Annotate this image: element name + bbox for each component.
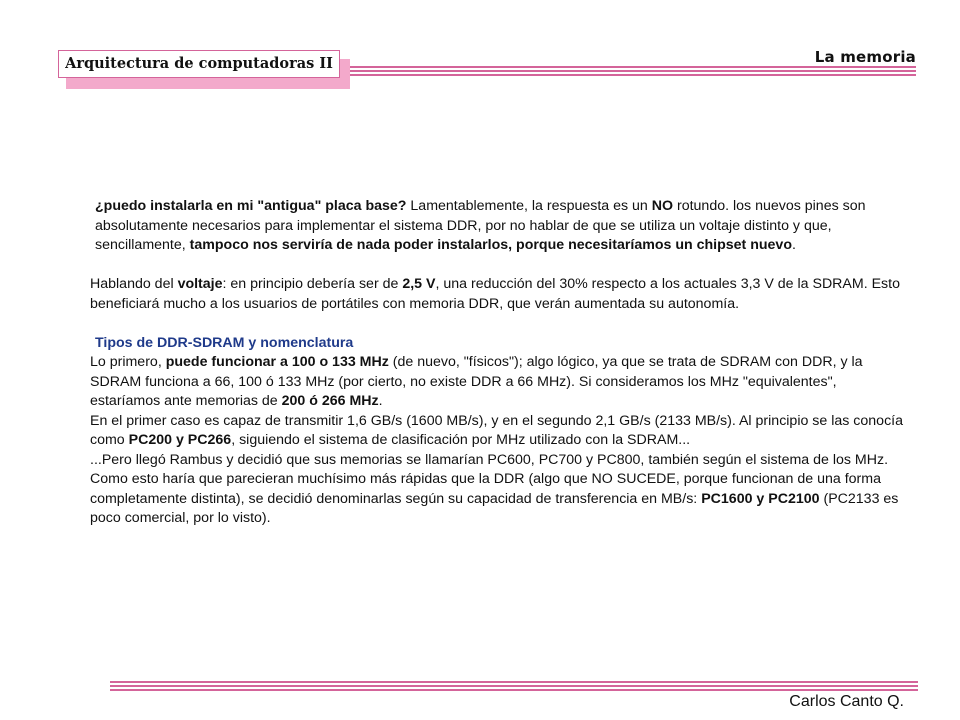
topic-title: La memoria: [814, 48, 916, 66]
header-divider: [350, 66, 916, 78]
course-title: Arquitectura de computadoras II: [58, 50, 340, 78]
install-question: ¿puedo instalarla en mi "antigua" placa base?: [95, 198, 407, 214]
author-name: Carlos Canto Q.: [789, 693, 904, 710]
slide-content: [90, 197, 908, 529]
paragraph-transfer: En el primer caso es capaz de transmitir 1,6 GB/s (1600 MB/s), y en el segundo 2,1 GB/s (2133 MB/s). Al principio se las conocía como PC200 y PC266, siguiendo el sistema de clasificación por MHz utilizado con la SDRAM...: [90, 412, 904, 448]
paragraph-install: ¿puedo instalarla en mi "antigua" placa base? Lamentablemente, la respuesta es un NO rotundo. los nuevos pines son absolutamente necesarios para implementar el sistema DDR, por no hablar de que se utiliza un voltaje distinto y que, sencillamente, tampoco nos serviría de nada poder instalarlos, porque necesitaríamos un chipset nuevo.: [95, 198, 866, 253]
paragraph-frequency: Lo primero, puede funcionar a 100 o 133 MHz (de nuevo, "físicos"); algo lógico, ya que se trata de SDRAM con DDR, y la SDRAM funciona a 66, 100 ó 133 MHz (por cierto, no existe DDR a 66 MHz). Si consideramos los MHz "equivalentes", estaríamos ante memorias de 200 ó 266 MHz.: [90, 354, 863, 409]
paragraph-voltage: Hablando del voltaje: en principio debería ser de 2,5 V, una reducción del 30% respecto a los actuales 3,3 V de la SDRAM. Esto beneficiará mucho a los usuarios de portátiles con memoria DDR, que verán aumentada su autonomía.: [90, 276, 900, 312]
footer-divider: [110, 681, 918, 693]
section-heading: Tipos de DDR-SDRAM y nomenclatura: [95, 334, 354, 351]
paragraph-rambus: ...Pero llegó Rambus y decidió que sus memorias se llamarían PC600, PC700 y PC800, también según el sistema de los MHz. Como esto haría que parecieran muchísimo más rápidas que la DDR (algo que NO SUCEDE, porque funcionan de una forma completamente distinta), se decidió denominarlas según su capacidad de transferencia en MB/s: PC1600 y PC2100 (PC2133 es poco comercial, por lo visto).: [90, 451, 899, 526]
